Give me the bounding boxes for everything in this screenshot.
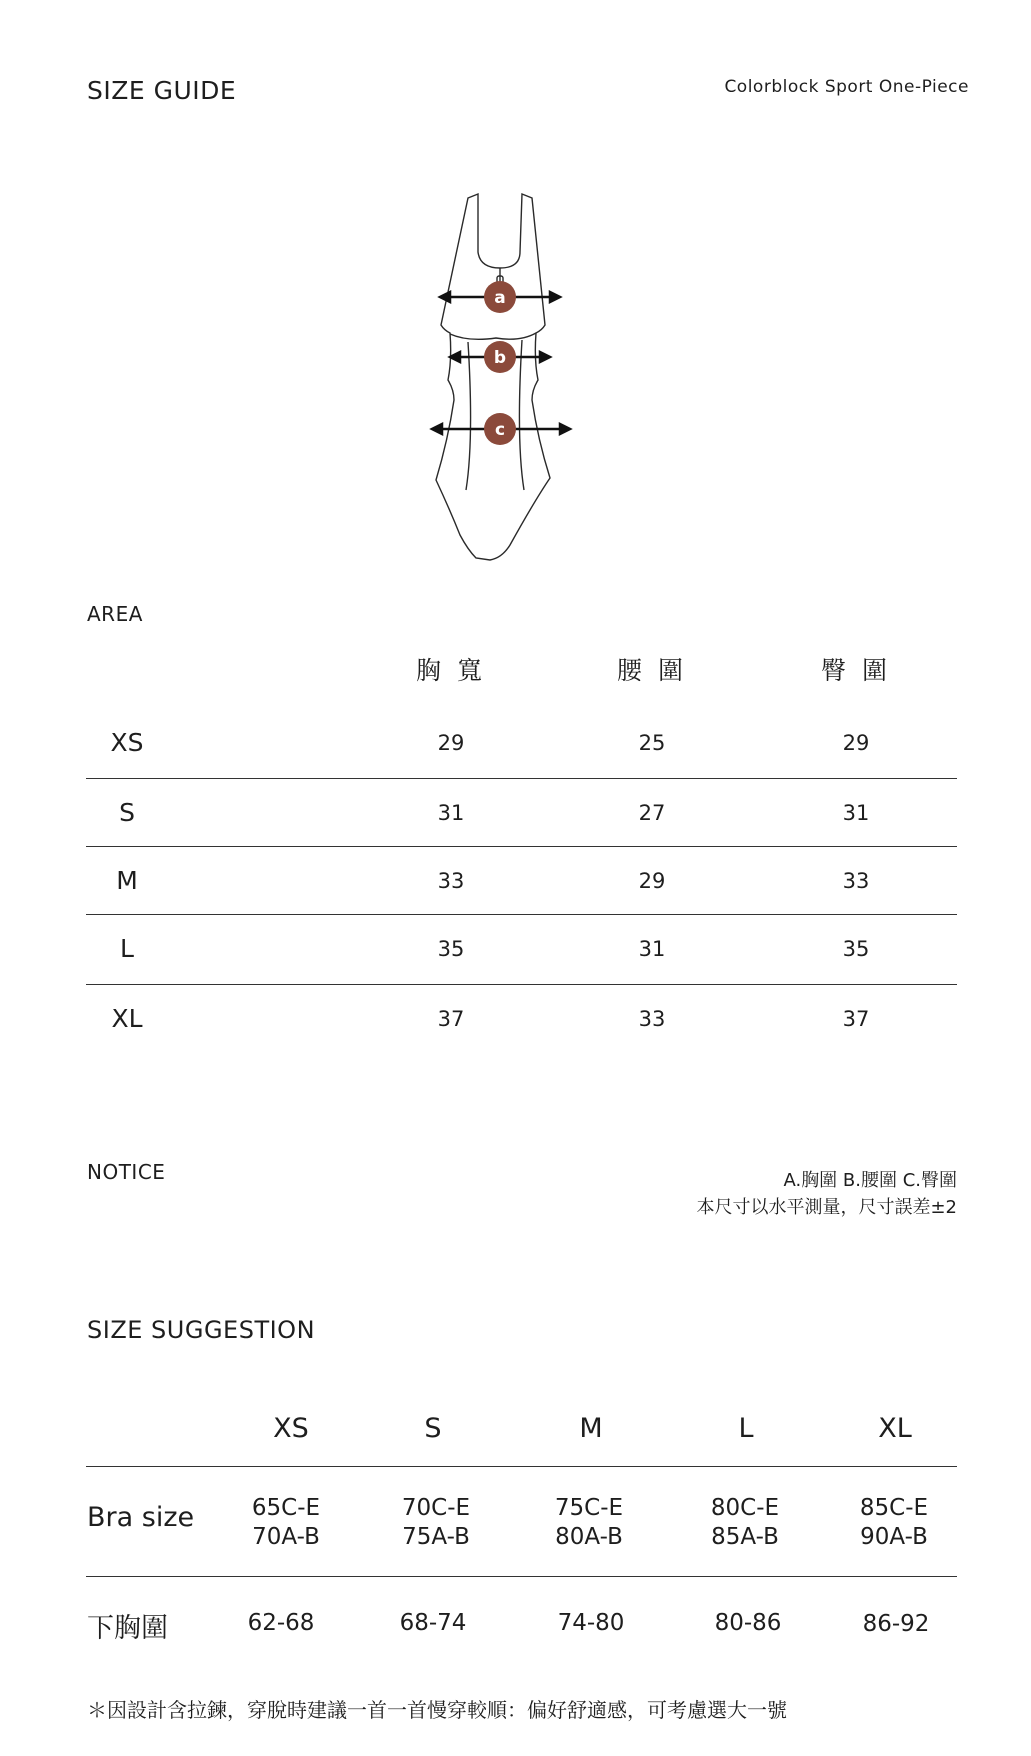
swimsuit-diagram [420, 190, 620, 570]
cell-xs-waist: 25 [638, 731, 666, 755]
marker-b: b [493, 348, 507, 368]
row-divider [86, 984, 957, 985]
row-size-l: L [120, 934, 134, 963]
sug-head-xs: XS [273, 1413, 309, 1444]
cell-m-chest: 33 [437, 869, 465, 893]
row-size-s: S [119, 798, 135, 827]
cell-s-waist: 27 [638, 801, 666, 825]
suggestion-label: SIZE SUGGESTION [87, 1316, 316, 1344]
cell-m-hip: 33 [842, 869, 870, 893]
cell-l-chest: 35 [437, 937, 465, 961]
underbust-m: 74-80 [557, 1610, 625, 1636]
underbust-s: 68-74 [399, 1610, 467, 1636]
row-size-m: M [116, 866, 138, 895]
sug-head-l: L [738, 1413, 754, 1444]
col-head-waist: 腰 圍 [617, 656, 687, 685]
sug-head-s: S [424, 1413, 442, 1444]
bra-m: 75C-E 80A-B [554, 1495, 624, 1550]
notice-text [696, 1167, 957, 1221]
cell-s-hip: 31 [842, 801, 870, 825]
sug-head-xl: XL [878, 1413, 912, 1444]
bra-xl: 85C-E 90A-B [859, 1495, 929, 1550]
notice-line-1: A.胸圍 B.腰圍 C.臀圍 [783, 1170, 957, 1191]
cell-l-waist: 31 [638, 937, 666, 961]
product-name: Colorblock Sport One-Piece [724, 77, 969, 97]
sug-head-m: M [579, 1413, 603, 1444]
row-size-xl: XL [111, 1004, 143, 1033]
marker-a: a [494, 288, 506, 308]
cell-xl-chest: 37 [437, 1007, 465, 1031]
page-title: SIZE GUIDE [87, 76, 237, 105]
marker-c: c [494, 420, 506, 440]
row-size-xs: XS [110, 728, 144, 757]
cell-m-waist: 29 [638, 869, 666, 893]
row-divider [86, 846, 957, 847]
notice-line-2: 本尺寸以水平測量，尺寸誤差±2 [696, 1197, 957, 1218]
underbust-l: 80-86 [714, 1610, 782, 1636]
cell-xl-hip: 37 [842, 1007, 870, 1031]
row-divider [86, 778, 957, 779]
underbust-xs: 62-68 [247, 1610, 315, 1636]
underbust-label: 下胸圍 [87, 1613, 168, 1644]
col-head-chest: 胸 寬 [416, 656, 486, 685]
cell-xs-hip: 29 [842, 731, 870, 755]
bra-s: 70C-E 75A-B [401, 1495, 471, 1550]
area-label: AREA [87, 602, 143, 626]
row-divider [86, 1466, 957, 1467]
cell-l-hip: 35 [842, 937, 870, 961]
cell-xl-waist: 33 [638, 1007, 666, 1031]
cell-xs-chest: 29 [437, 731, 465, 755]
underbust-xl: 86-92 [862, 1611, 930, 1637]
bra-l: 80C-E 85A-B [710, 1495, 780, 1550]
bra-xs: 65C-E 70A-B [251, 1495, 321, 1550]
notice-label: NOTICE [87, 1160, 166, 1184]
row-divider [86, 1576, 957, 1577]
footnote: ＊因設計含拉鍊，穿脫時建議一首一首慢穿較順：偏好舒適感，可考慮選大一號 [87, 1698, 787, 1722]
col-head-hip: 臀 圍 [821, 656, 891, 685]
cell-s-chest: 31 [437, 801, 465, 825]
row-divider [86, 914, 957, 915]
bra-size-label: Bra size [87, 1502, 195, 1533]
